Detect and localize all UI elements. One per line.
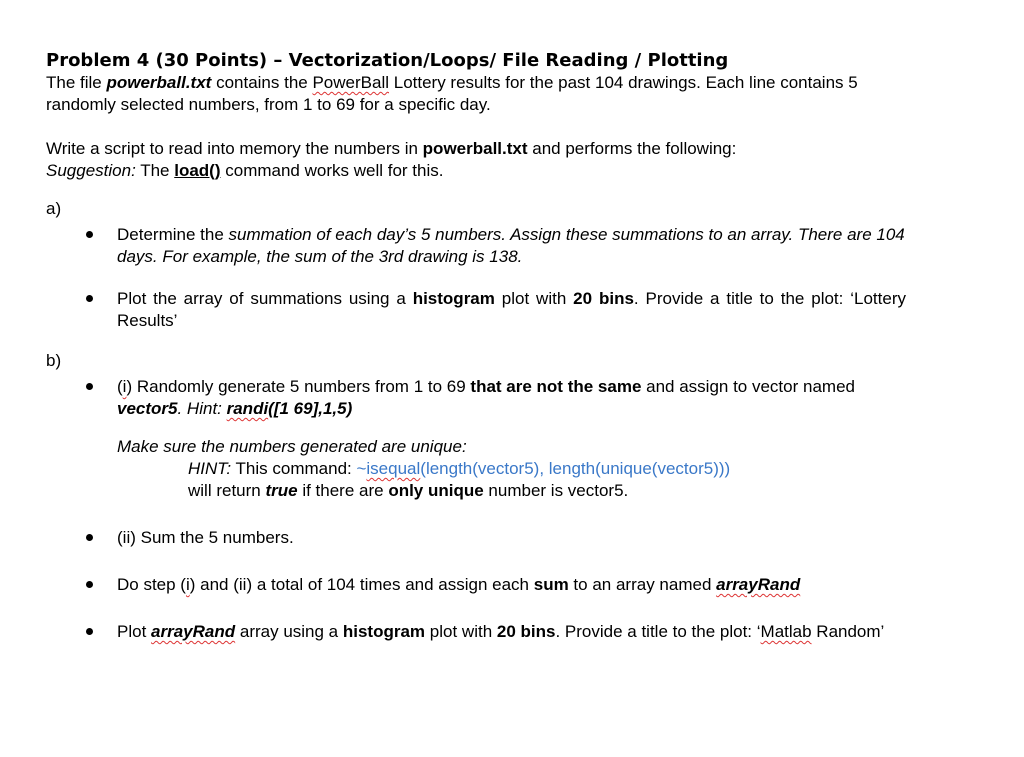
unique-note: Make sure the numbers generated are unique:	[117, 437, 467, 456]
list-item: Determine the summation of each day’s 5 numbers. Assign these summations to an array. There are 104 days. For example, the sum of the 3rd drawing is 138.	[46, 224, 906, 268]
bullet-icon	[86, 534, 93, 541]
list-item: Plot the array of summations using a histogram plot with 20 bins. Provide a title to the plot: ‘Lottery Results’	[46, 288, 906, 332]
bullet-icon	[86, 628, 93, 635]
return-line: will return true if there are only unique number is vector5.	[188, 481, 629, 500]
bullet-icon	[86, 383, 93, 390]
load-command: load()	[174, 161, 221, 180]
part-b-list	[46, 376, 906, 643]
list-item: Plot arrayRand array using a histogram plot with 20 bins. Provide a title to the plot: ‘Matlab Random’	[46, 621, 906, 643]
file-name: powerball.txt	[106, 73, 212, 92]
list-item: Do step (i) and (ii) a total of 104 times and assign each sum to an array named arrayRand	[46, 574, 906, 596]
part-a-label: a)	[46, 199, 62, 218]
problem-title: Problem 4 (30 Points) – Vectorization/Loops/ File Reading / Plotting	[46, 50, 729, 71]
problem-document	[46, 50, 906, 643]
part-b-label: b)	[46, 351, 62, 370]
list-item: (i) Randomly generate 5 numbers from 1 to 69 that are not the same and assign to vector named vector5. Hint: randi([1 69],1,5) Make sure the numbers generated are unique: HINT: This command: ~isequal(length(vector5), length(unique(vector5))) will return true if there are only unique number is vector5.	[46, 376, 906, 502]
bullet-icon	[86, 295, 93, 302]
file-name: powerball.txt	[422, 139, 528, 158]
bullet-icon	[86, 581, 93, 588]
part-a-list	[46, 224, 906, 332]
task-paragraph: Write a script to read into memory the numbers in powerball.txt and performs the following:	[46, 139, 737, 158]
bullet-icon	[86, 231, 93, 238]
hint-line: HINT: This command: ~isequal(length(vector5), length(unique(vector5)))	[188, 459, 731, 478]
list-item: (ii) Sum the 5 numbers.	[46, 527, 906, 549]
intro-paragraph: The file powerball.txt contains the PowerBall Lottery results for the past 104 drawings. Each line contains 5 randomly selected numbers, from 1 to 69 for a specific day.	[46, 73, 858, 114]
suggestion-line: Suggestion: The load() command works well for this.	[46, 161, 444, 180]
